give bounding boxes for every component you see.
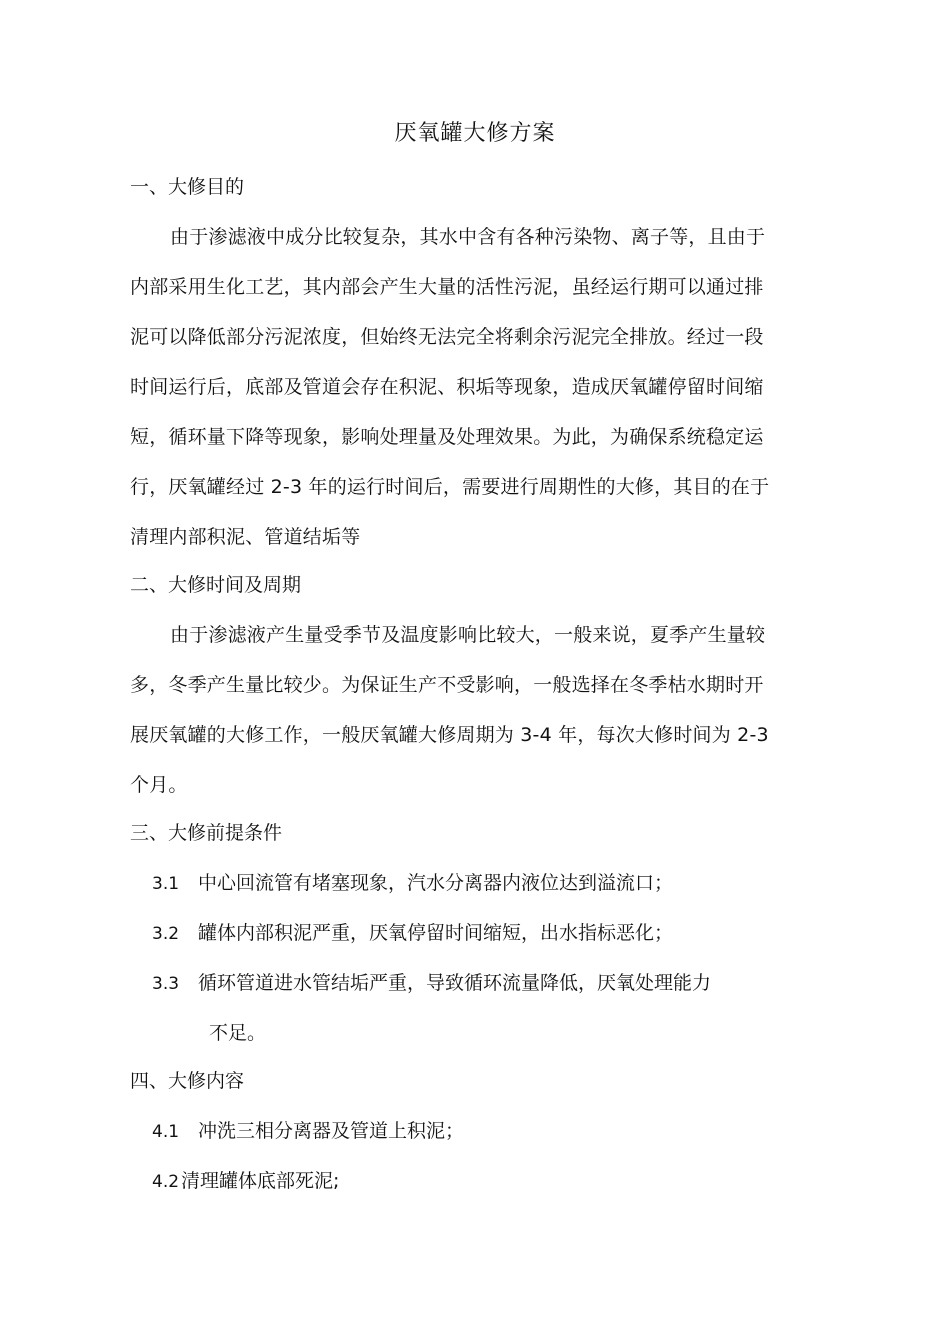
section-heading-purpose: 一、大修目的	[130, 176, 245, 198]
paragraph-line: 由于渗滤液中成分比较复杂，其水中含有各种污染物、离子等，且由于	[170, 226, 766, 248]
list-item-text: 冲洗三相分离器及管道上积泥；	[198, 1120, 465, 1142]
list-item-number: 3.2	[152, 924, 180, 944]
list-item	[152, 918, 673, 949]
paragraph-line: 时间运行后，底部及管道会存在积泥、积垢等现象，造成厌氧罐停留时间缩	[130, 376, 764, 398]
document-title: 厌氧罐大修方案	[394, 121, 556, 146]
paragraph-line: 个月。	[130, 774, 188, 796]
section-heading-content: 四、大修内容	[130, 1070, 245, 1092]
paragraph-line: 展厌氧罐的大修工作，一般厌氧罐大修周期为 3-4 年，每次大修时间为 2-3	[130, 724, 769, 746]
list-item	[152, 968, 711, 999]
list-item-text: 清理罐体底部死泥;	[181, 1170, 340, 1192]
list-item-continuation: 不足。	[209, 1022, 267, 1044]
list-item-text: 罐体内部积泥严重，厌氧停留时间缩短，出水指标恶化；	[198, 922, 674, 944]
list-item	[152, 1166, 339, 1197]
section-heading-schedule: 二、大修时间及周期	[130, 574, 302, 596]
list-item	[152, 868, 673, 899]
list-item-number: 4.2	[152, 1172, 180, 1192]
section-heading-prerequisites: 三、大修前提条件	[130, 822, 283, 844]
list-item	[152, 1116, 464, 1147]
list-item-text: 循环管道进水管结垢严重，导致循环流量降低，厌氧处理能力	[198, 972, 712, 994]
paragraph-line: 泥可以降低部分污泥浓度，但始终无法完全将剩余污泥完全排放。经过一段	[130, 326, 764, 348]
paragraph-line: 行，厌氧罐经过 2-3 年的运行时间后，需要进行周期性的大修，其目的在于	[130, 476, 770, 498]
list-item-text: 中心回流管有堵塞现象，汽水分离器内液位达到溢流口；	[198, 872, 674, 894]
paragraph-line: 短，循环量下降等现象，影响处理量及处理效果。为此，为确保系统稳定运	[130, 426, 764, 448]
paragraph-line: 由于渗滤液产生量受季节及温度影响比较大，一般来说，夏季产生量较	[170, 624, 766, 646]
paragraph-line: 多，冬季产生量比较少。为保证生产不受影响，一般选择在冬季枯水期时开	[130, 674, 764, 696]
list-item-number: 3.1	[152, 874, 180, 894]
list-item-number: 4.1	[152, 1122, 180, 1142]
list-item-number: 3.3	[152, 974, 180, 994]
paragraph-line: 内部采用生化工艺，其内部会产生大量的活性污泥，虽经运行期可以通过排	[130, 276, 764, 298]
paragraph-line: 清理内部积泥、管道结垢等	[130, 526, 361, 548]
